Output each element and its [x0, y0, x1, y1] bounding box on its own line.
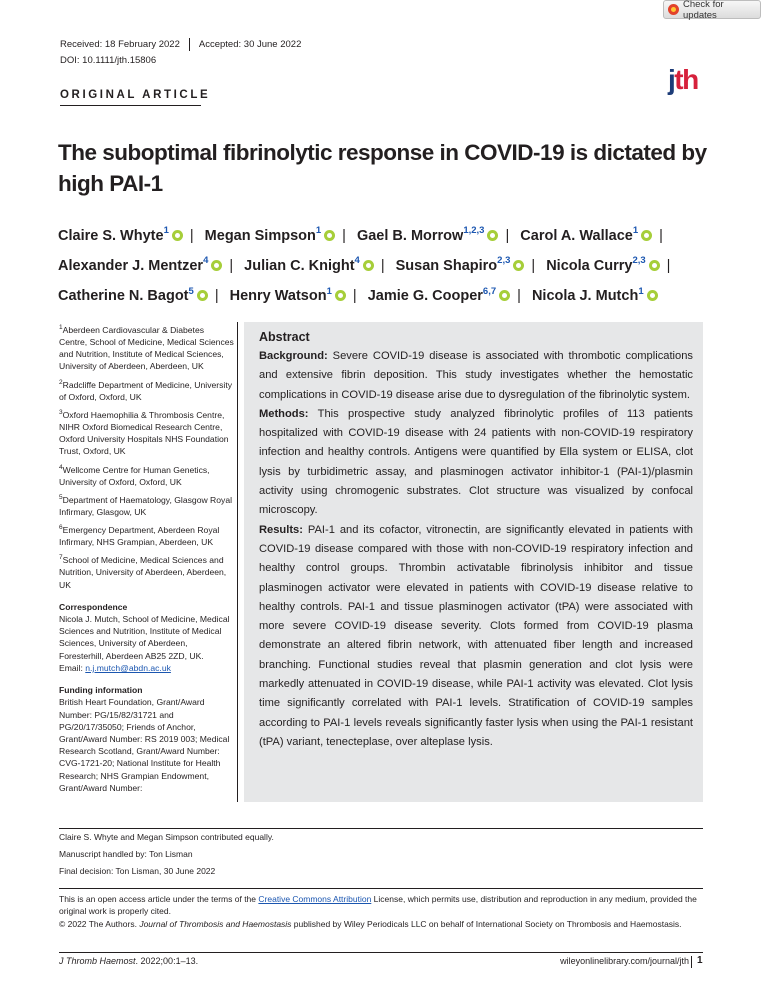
- abstract-methods: Methods: This prospective study analyzed fibrinolytic profiles of 113 patients hospitalized with COVID-19 disease with 24 patients with non-COVID-19 respiratory infection and healthy controls. Antigens were quantified by Ella system or ELISA, clot lysis by turbidimetric assay, and plasminogen activator inhibitor-1 (PAI-1)/plasmin activity using chromogenic substrates. Clot structure was visualized by confocal microscopy.: [259, 407, 693, 517]
- journal-website: wileyonlinelibrary.com/journal/jth: [560, 956, 689, 966]
- abstract-results: Results: PAI-1 and its cofactor, vitronectin, are significantly elevated in patients with COVID-19 disease compared with those with non-COVID-19 respiratory infection and healthy control groups. Thrombin activatable fibrinolysis inhibitor and tissue plasminogen activator were elevated in patients with COVID-19 disease relative to healthy controls. PAI-1 and tissue plasminogen activator (tPA) were associated with more severe COVID-19 disease severity. Clots formed from COVID-19 plasma demonstrate an altered fibrin network, with attenuated fiber length and increased branching. Functional studies reveal that plasmin generation and clot lysis were markedly attenuated in COVID-19 disease, while PAI-1 activity was elevated. Clot lysis time significantly correlated with PAI-1 levels. Stratification of COVID-19 samples according to PAI-1 levels reveals significantly faster lysis when using the PAI-1 resistant (tPA) variant, tenecteplase, over alteplase lysis.: [259, 523, 693, 748]
- author: [229, 285, 346, 305]
- cc-license-link[interactable]: Creative Commons Attribution: [258, 894, 372, 904]
- author-name: Claire S. Whyte: [58, 227, 164, 244]
- funding-heading: Funding information: [59, 685, 143, 696]
- author-affiliation-number: 1: [315, 225, 322, 236]
- orcid-icon[interactable]: [513, 260, 524, 271]
- author-affiliation-number: 5: [188, 285, 194, 297]
- affiliation: $^2$Radcliffe Department of Medicine, University of Oxford, Oxford, UK: [59, 378, 233, 402]
- author-name: Nicola J. Mutch: [531, 288, 639, 305]
- doi: DOI: 10.1111/jth.15806: [60, 55, 157, 66]
- author: [58, 285, 208, 305]
- footer-rule: [59, 952, 703, 953]
- orcid-icon[interactable]: [363, 260, 374, 271]
- author-name: Jamie G. Cooper: [367, 288, 483, 305]
- email-link[interactable]: n.j.mutch@abdn.ac.uk: [85, 662, 171, 673]
- author-separator: |: [531, 258, 536, 275]
- author-separator: |: [666, 258, 671, 275]
- author-separator: |: [380, 258, 385, 275]
- author-affiliation-number: 4: [354, 255, 360, 267]
- author-name: Megan Simpson: [204, 227, 316, 244]
- affiliation: $^1$Aberdeen Cardiovascular & Diabetes Centre, School of Medicine, Medical Sciences and Nutrition, Institute of Medical Sciences, University of Aberdeen, Aberdeen, UK: [59, 324, 234, 372]
- article-type: ORIGINAL ARTICLE: [60, 89, 211, 101]
- funding-text: British Heart Foundation, Grant/Award Number: PG/15/82/31721 and PG/20/17/35050; Friends of Anchor, Grant/Award Number: RS 2019 003; Medical Research Scotland, Grant/Award Number: CVG-1721-20; National Institute for Health Research; NHS Grampian Endowment, Grant/Award Number:: [59, 697, 230, 793]
- author-affiliation-number: 4: [203, 255, 209, 267]
- author-name: Julian C. Knight: [244, 258, 355, 275]
- author-separator: |: [659, 227, 663, 244]
- author: [58, 225, 183, 244]
- received-date: Received: 18 February 2022: [60, 39, 180, 50]
- orcid-icon[interactable]: [172, 230, 183, 241]
- author-separator: |: [505, 227, 510, 244]
- correspondence-email-line: Email: n.j.mutch@abdn.ac.uk: [59, 662, 171, 673]
- column-divider: [237, 322, 238, 802]
- author-affiliation-number: 1: [163, 225, 169, 236]
- author-name: Susan Shapiro: [395, 258, 498, 275]
- correspondence-text: Nicola J. Mutch, School of Medicine, Medical Sciences and Nutrition, Institute of Medical Sciences, University of Aberdeen, Foresterhill, Aberdeen AB25 2ZD, UK.: [59, 614, 230, 661]
- correspondence-heading: Correspondence: [59, 601, 128, 612]
- author-list: [58, 219, 708, 310]
- author: [244, 255, 374, 275]
- author-separator: |: [352, 288, 357, 305]
- affiliation: $^5$Department of Haematology, Glasgow Royal Infirmary, Glasgow, UK: [59, 493, 233, 517]
- affiliation: $^6$Emergency Department, Aberdeen Royal Infirmary, NHS Grampian, Aberdeen, UK: [59, 524, 220, 548]
- orcid-icon[interactable]: [641, 230, 652, 241]
- author: [531, 285, 658, 305]
- equal-contribution-note: Claire S. Whyte and Megan Simpson contributed equally.: [59, 832, 274, 842]
- orcid-icon[interactable]: [487, 230, 498, 241]
- footnotes: [59, 828, 703, 883]
- author-affiliation-number: 1: [638, 285, 644, 297]
- article-dates: [60, 38, 301, 51]
- crossmark-icon: [668, 4, 679, 15]
- check-for-updates-label: Check for updates: [683, 0, 724, 21]
- author-name: Henry Watson: [229, 288, 327, 305]
- license-text: This is an open access article under the terms of the Creative Commons Attribution License, which permits use, distribution and reproduction in any medium, provided the original work is properly cited.: [59, 894, 697, 917]
- page-number-separator: [691, 956, 692, 968]
- orcid-icon[interactable]: [649, 260, 660, 271]
- handled-by-note: Manuscript handled by: Ton Lisman: [59, 849, 193, 859]
- author-affiliation-number: 1,2,3: [463, 225, 485, 236]
- license-block: [59, 888, 703, 930]
- journal-logo: jth: [668, 64, 698, 95]
- orcid-icon[interactable]: [499, 290, 510, 301]
- affiliation: $^7$School of Medicine, Medical Sciences and Nutrition, University of Aberdeen, Aberdeen, UK: [59, 554, 227, 590]
- author-affiliation-number: 2,3: [632, 255, 646, 267]
- page-number: 1: [697, 955, 703, 966]
- abstract-heading: Abstract: [259, 330, 310, 344]
- orcid-icon[interactable]: [324, 230, 335, 241]
- article-title: The suboptimal fibrinolytic response in COVID-19 is dictated by high PAI-1: [58, 140, 707, 196]
- author: [356, 225, 499, 244]
- author-separator: |: [229, 258, 234, 275]
- author: [367, 285, 510, 305]
- author: [395, 255, 525, 275]
- author-name: Nicola Curry: [546, 258, 633, 275]
- left-column: [59, 322, 234, 794]
- author-name: Carol A. Wallace: [520, 227, 633, 244]
- date-separator: [189, 38, 190, 51]
- check-for-updates-button[interactable]: [663, 0, 761, 19]
- orcid-icon[interactable]: [647, 290, 658, 301]
- author-separator: |: [189, 227, 194, 244]
- author: [58, 255, 222, 275]
- author: [546, 255, 659, 275]
- journal-citation: J Thromb Haemost. 2022;00:1–13.: [59, 956, 199, 966]
- accepted-date: Accepted: 30 June 2022: [198, 39, 302, 50]
- orcid-icon[interactable]: [335, 290, 346, 301]
- author-separator: |: [517, 288, 521, 305]
- orcid-icon[interactable]: [197, 290, 208, 301]
- affiliations: [59, 322, 234, 591]
- author-name: Alexander J. Mentzer: [58, 258, 204, 275]
- orcid-icon[interactable]: [211, 260, 222, 271]
- copyright-text: © 2022 The Authors. Journal of Thrombosis and Haemostasis published by Wiley Periodicals LLC on behalf of International Society on Thrombosis and Haemostasis.: [59, 918, 682, 929]
- author-separator: |: [214, 288, 219, 305]
- affiliation: $^3$Oxford Haemophilia & Thrombosis Centre, NIHR Oxford Biomedical Research Centre, Oxford University Hospitals NHS Foundation Trust, Oxford, UK: [59, 408, 229, 457]
- abstract-background: Background: Severe COVID-19 disease is associated with thrombotic complications and extensive fibrin deposition. This study investigates whether the hemostatic complications in COVID-19 disease arise due to dysregulation of the fibrinolytic system.: [259, 350, 693, 401]
- author: [204, 225, 335, 244]
- author-affiliation-number: 6,7: [482, 285, 497, 297]
- author-affiliation-number: 1: [632, 225, 639, 236]
- author: [520, 225, 652, 244]
- abstract-box: [244, 322, 703, 802]
- affiliation: $^4$Wellcome Centre for Human Genetics, University of Oxford, Oxford, UK: [59, 463, 210, 487]
- author-separator: |: [342, 227, 346, 244]
- author-name: Catherine N. Bagot: [58, 288, 189, 305]
- author-affiliation-number: 2,3: [497, 255, 511, 267]
- final-decision-note: Final decision: Ton Lisman, 30 June 2022: [59, 866, 216, 876]
- article-type-rule: [60, 105, 201, 106]
- author-name: Gael B. Morrow: [356, 227, 464, 244]
- author-affiliation-number: 1: [326, 285, 332, 297]
